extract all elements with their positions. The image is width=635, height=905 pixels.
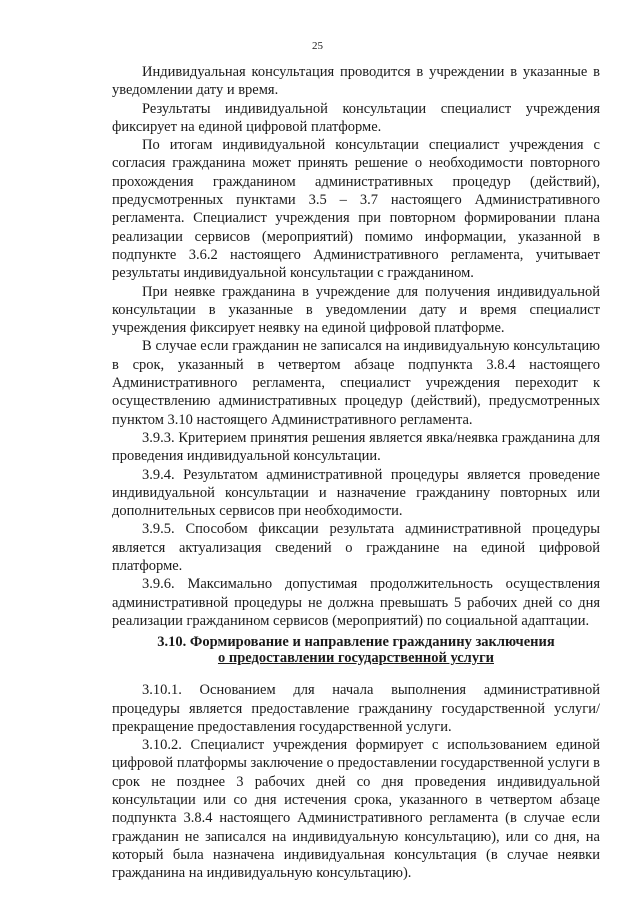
document-body: [112, 63, 600, 882]
paragraph: Результаты индивидуальной консультации специалист учреждения фиксирует на единой цифровой платформе.: [112, 100, 600, 135]
paragraph: 3.9.6. Максимально допустимая продолжительность осуществления административной процедуры не должна превышать 5 рабочих дней со дня реализации гражданином сервисов (мероприятий) по социальной адаптации.: [112, 576, 600, 629]
paragraph: 3.9.5. Способом фиксации результата административной процедуры является актуализация сведений о гражданине на единой цифровой платформе.: [112, 521, 600, 575]
paragraph: По итогам индивидуальной консультации специалист учреждения с согласия гражданина может принять решение о необходимости повторного прохождения гражданином административных процедур (действий), предусмотренных пунктами 3.5 – 3.7 настоящего Административного регламента. Специалист учреждения при повторном формировании плана реализации сервисов (мероприятий) помимо информации, указанной в подпункте 3.6.2 настоящего Административного регламента, учитывает результаты индивидуальной консультации с гражданином.: [112, 137, 600, 282]
paragraph: В случае если гражданин не записался на индивидуальную консультацию в срок, указанный в четвертом абзаце подпункта 3.8.4 настоящего Административного регламента, специалист учреждения переходит к осуществлению административных процедур (действий), предусмотренных пунктом 3.10 настоящего Административного регламента.: [112, 338, 600, 428]
section-heading-line1: 3.10. Формирование и направление гражданину заключения: [157, 634, 555, 651]
paragraph: 3.10.1. Основанием для начала выполнения административной процедуры является предоставление гражданину государственной услуги/прекращение предоставления государственной услуги.: [112, 682, 600, 735]
page-number: 25: [312, 40, 323, 52]
paragraph: 3.10.2. Специалист учреждения формирует с использованием единой цифровой платформы заключение о предоставлении государственной услуги в срок не позднее 3 рабочих дней со дня проведения индивидуальной консультации или со дня истечения срока, указанного в четвертом абзаце подпункта 3.8.4 настоящего Административного регламента (в случае если гражданин не записался на индивидуальную консультацию), или со дня, на который была назначена индивидуальная консультация (в случае неявки гражданина на индивидуальную консультацию).: [112, 737, 600, 882]
section-heading-line2: о предоставлении государственной услуги: [217, 649, 495, 666]
paragraph: При неявке гражданина в учреждение для получения индивидуальной консультации в указанные в уведомлении дату и время специалист учреждения фиксирует неявку на единой цифровой платформе.: [112, 283, 600, 337]
paragraph: 3.9.3. Критерием принятия решения является явка/неявка гражданина для проведения индивидуальной консультации.: [112, 429, 600, 465]
paragraph: 3.9.4. Результатом административной процедуры является проведение индивидуальной консультации и назначение гражданину повторных или дополнительных сервисов при необходимости.: [112, 466, 600, 520]
paragraph: Индивидуальная консультация проводится в учреждении в указанные в уведомлении дату и время.: [112, 64, 600, 99]
section-heading: [112, 635, 600, 666]
